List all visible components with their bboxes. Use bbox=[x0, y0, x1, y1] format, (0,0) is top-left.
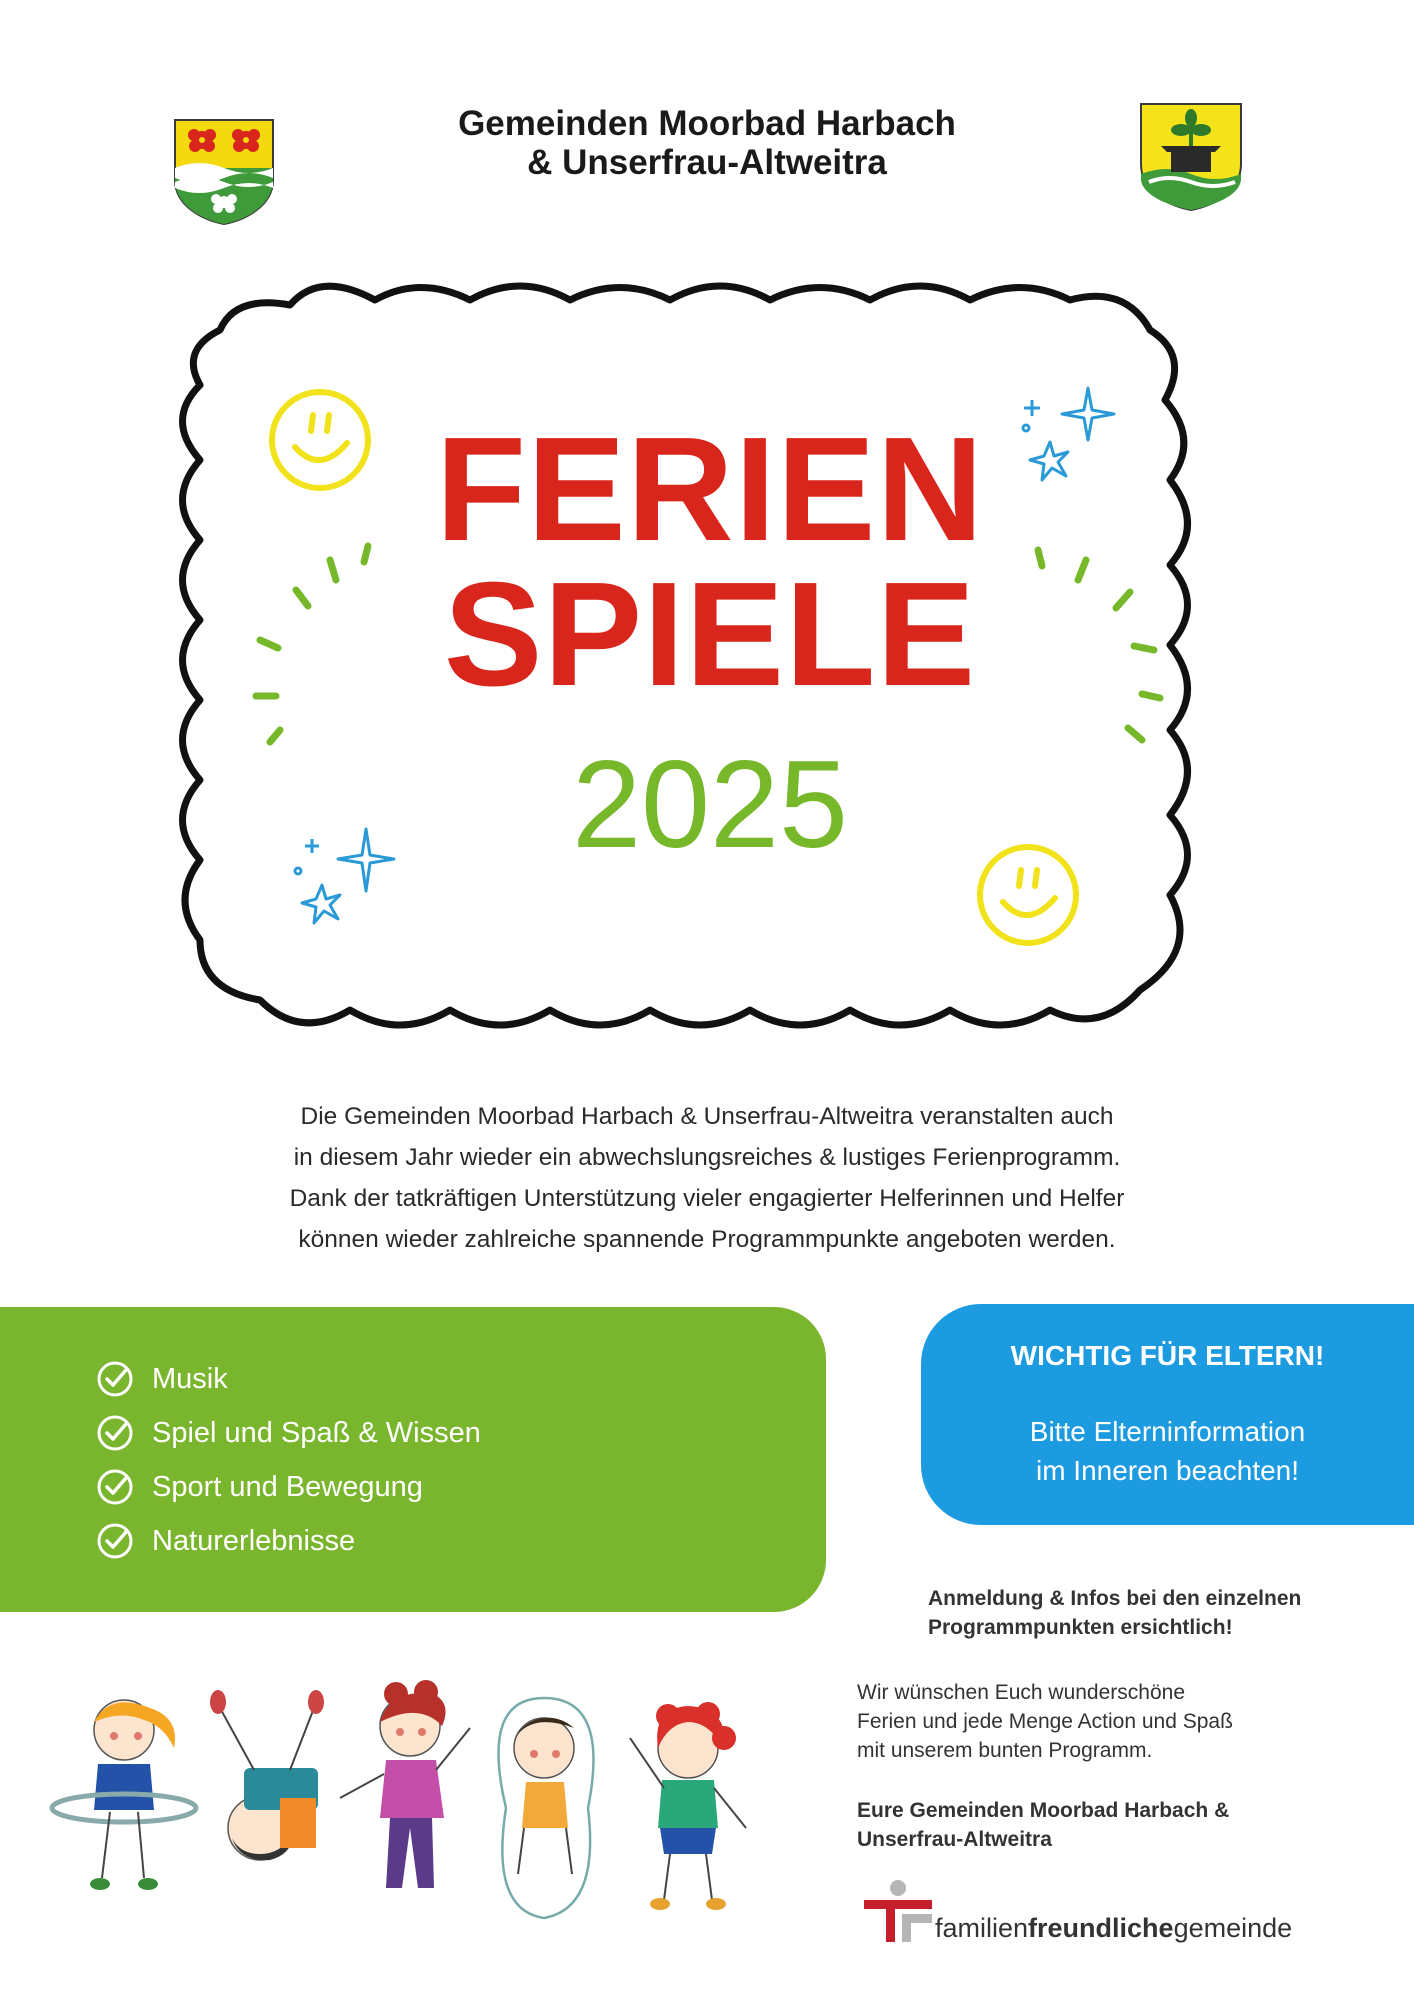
activity-item bbox=[96, 1352, 481, 1406]
logo-part2: freundliche bbox=[1028, 1913, 1174, 1943]
parents-info-text bbox=[921, 1412, 1414, 1490]
closing-line2: Ferien und jede Menge Action und Spaß bbox=[857, 1710, 1233, 1733]
intro-line2: in diesem Jahr wieder ein abwechslungsreiches & lustiges Ferienprogramm. bbox=[293, 1144, 1121, 1171]
activity-item bbox=[96, 1460, 481, 1514]
signup-line1: Anmeldung & Infos bei den einzelnen bbox=[928, 1587, 1302, 1610]
children-illustration bbox=[40, 1678, 800, 1938]
header-title-line2: & Unserfrau-Altweitra bbox=[527, 143, 887, 182]
hero-title-line1: FERIEN bbox=[435, 407, 985, 572]
signup-note bbox=[928, 1584, 1348, 1642]
parents-info-heading: WICHTIG FÜR ELTERN! bbox=[1010, 1340, 1325, 1371]
check-icon bbox=[96, 1360, 134, 1398]
closing-wishes bbox=[857, 1678, 1317, 1765]
closing-line1: Wir wünschen Euch wunderschöne bbox=[857, 1681, 1186, 1704]
kid-stretching bbox=[340, 1680, 470, 1888]
closing-line3: mit unserem bunten Programm. bbox=[857, 1739, 1153, 1762]
kid-handstand bbox=[210, 1690, 324, 1860]
decorative-dashes-right bbox=[1030, 540, 1170, 750]
smiley-icon bbox=[973, 840, 1083, 950]
parents-info-line1: Bitte Elterninformation bbox=[1029, 1416, 1306, 1447]
activity-label: Naturerlebnisse bbox=[152, 1524, 356, 1557]
intro-line1: Die Gemeinden Moorbad Harbach & Unserfrau-Altweitra veranstalten auch bbox=[300, 1103, 1114, 1130]
logo-part1: familien bbox=[935, 1913, 1029, 1943]
kid-hula-hoop bbox=[52, 1700, 196, 1890]
activity-label: Spiel und Spaß & Wissen bbox=[152, 1416, 481, 1449]
sparkle-icon bbox=[1018, 380, 1118, 490]
activities-list bbox=[96, 1352, 481, 1568]
activity-item bbox=[96, 1406, 481, 1460]
check-icon bbox=[96, 1414, 134, 1452]
signup-line2: Programmpunkten ersichtlich! bbox=[928, 1616, 1233, 1639]
signature-line1: Eure Gemeinden Moorbad Harbach & bbox=[857, 1799, 1230, 1822]
kid-jump-rope bbox=[498, 1698, 593, 1918]
closing-signature bbox=[857, 1796, 1317, 1854]
intro-line3: Dank der tatkräftigen Unterstützung vieler engagierter Helferinnen und Helfer bbox=[289, 1185, 1125, 1212]
activity-label: Musik bbox=[152, 1362, 228, 1395]
parents-info-line2: im Inneren beachten! bbox=[1035, 1455, 1300, 1486]
kid-waving bbox=[630, 1702, 746, 1910]
hero-year: 2025 bbox=[572, 736, 848, 874]
decorative-dashes-left bbox=[250, 540, 380, 750]
signature-line2: Unserfrau-Altweitra bbox=[857, 1828, 1052, 1851]
smiley-icon bbox=[265, 385, 375, 495]
activity-label: Sport und Bewegung bbox=[152, 1470, 423, 1503]
sparkle-icon bbox=[290, 825, 400, 935]
intro-paragraph bbox=[210, 1096, 1204, 1260]
intro-line4: können wieder zahlreiche spannende Programmpunkte angeboten werden. bbox=[298, 1226, 1116, 1253]
check-icon bbox=[96, 1468, 134, 1506]
check-icon bbox=[96, 1522, 134, 1560]
logo-part3: gemeinde bbox=[1173, 1913, 1293, 1943]
hero-title-line2: SPIELE bbox=[443, 552, 977, 717]
familienfreundliche-logo-text bbox=[935, 1913, 1292, 1944]
parents-info-panel bbox=[921, 1304, 1414, 1525]
activity-item bbox=[96, 1514, 481, 1568]
header-title-line1: Gemeinden Moorbad Harbach bbox=[458, 104, 956, 143]
